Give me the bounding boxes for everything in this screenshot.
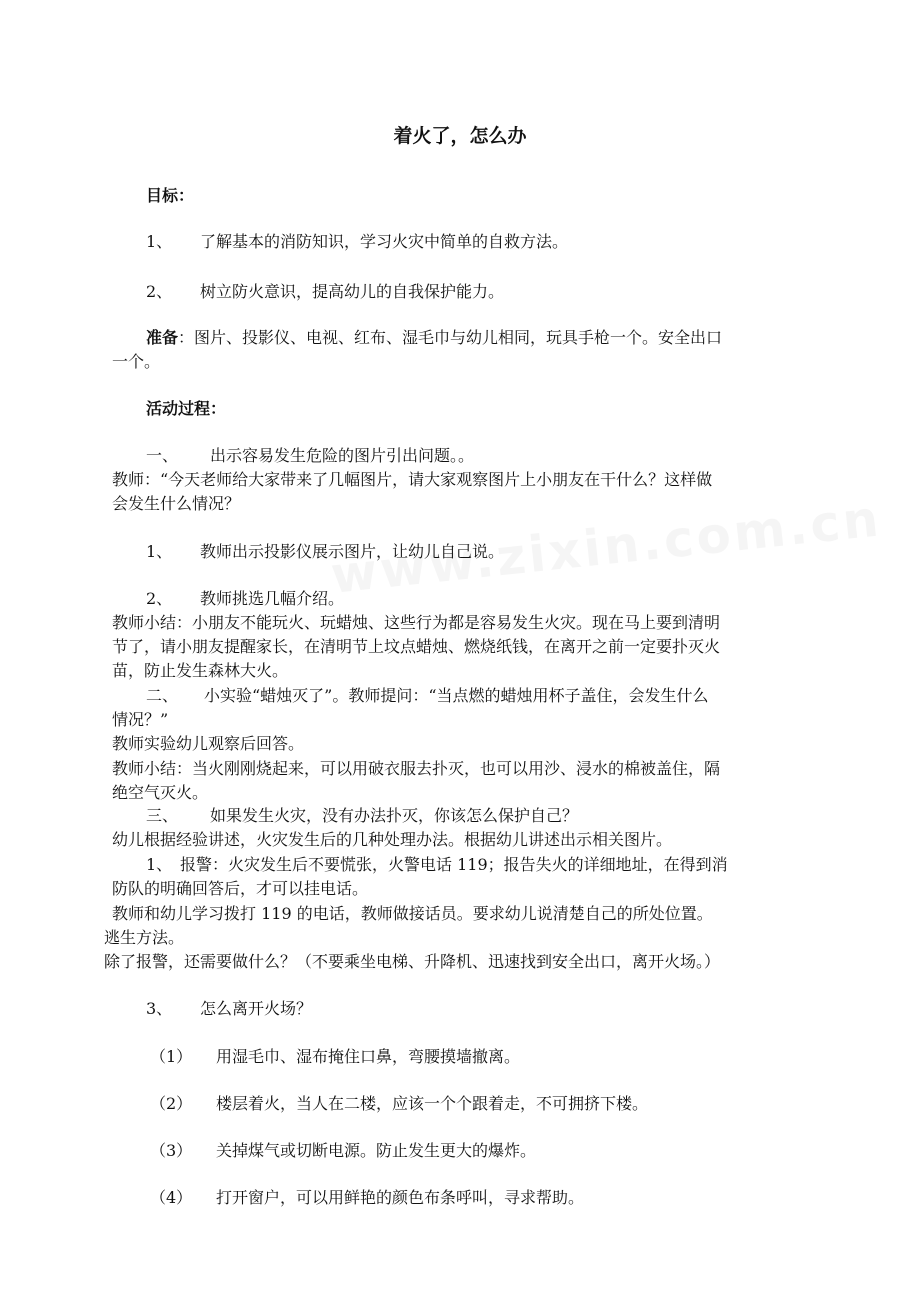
teacher-question-line-1: 教师：“今天老师给大家带来了几幅图片，请大家观察图片上小朋友在干什么？这样做 (112, 470, 713, 489)
step-2 (146, 684, 709, 708)
method-text: 楼层着火，当人在二楼，应该一个个跟着走，不可拥挤下楼。 (216, 1094, 649, 1113)
process-heading: 活动过程： (146, 399, 227, 418)
prep-line-2: 一个。 (112, 352, 161, 371)
method-text: 关掉煤气或切断电源。防止发生更大的爆炸。 (216, 1141, 537, 1160)
prep-text: ：图片、投影仪、电视、红布、湿毛巾与幼儿相同，玩具手枪一个。安全出口 (178, 328, 723, 347)
goal-text: 树立防火意识，提高幼儿的自我保护能力。 (200, 282, 505, 301)
escape-line: 逃生方法。 (104, 928, 185, 947)
step-text: 小实验“蜡烛灭了”。教师提问：“当点燃的蜡烛用杯子盖住，会发生什么 (204, 686, 709, 705)
prep-heading: 准备 (146, 328, 179, 347)
step-number: 三、 (146, 806, 179, 825)
alarm-number: 1、 (146, 855, 173, 874)
alarm-line-2: 防队的明确回答后，才可以挂电话。 (112, 879, 369, 898)
practice-line: 教师和幼儿学习拨打 119 的电话，教师做接话员。要求幼儿说清楚自己的所处位置。 (112, 904, 713, 923)
goal-heading: 目标： (146, 186, 195, 205)
leave-item (146, 997, 312, 1021)
besides-line: 除了报警，还需要做什么？（不要乘坐电梯、升降机、迅速找到安全出口，离开火场。） (104, 952, 721, 971)
method-item-4 (150, 1186, 584, 1210)
step-text: 出示容易发生危险的图片引出问题。。 (210, 446, 475, 465)
step-text: 如果发生火灾，没有办法扑灭，你该怎么保护自己？ (210, 806, 579, 825)
goal-item-1 (146, 230, 568, 254)
step-number: 一、 (146, 446, 179, 465)
summary-1-line-3: 苗，防止发生森林大火。 (112, 661, 289, 680)
method-text: 打开窗户，可以用鲜艳的颜色布条呼叫，寻求帮助。 (216, 1188, 585, 1207)
goal-text: 了解基本的消防知识，学习火灾中简单的自救方法。 (200, 232, 569, 251)
alarm-text: 报警：火灾发生后不要慌张，火警电话 119；报告失火的详细地址，在得到消 (180, 855, 728, 874)
document-title: 着火了，怎么办 (393, 125, 527, 147)
step-number: 二、 (146, 686, 179, 705)
method-item-3 (150, 1139, 536, 1163)
step-2-line-2: 情况？” (112, 710, 169, 729)
summary-1-line-2: 节了，请小朋友提醒家长，在清明节上坟点蜡烛、燃烧纸钱，在离开之前一定要扑灭火 (112, 637, 721, 656)
method-item-1 (150, 1045, 520, 1069)
sub-step-2 (146, 587, 344, 611)
sub-step-number: 2、 (146, 589, 173, 608)
prep-line-1 (146, 326, 722, 350)
goal-item-2 (146, 280, 504, 304)
teacher-question-line-2: 会发生什么情况？ (112, 494, 241, 513)
children-line: 幼儿根据经验讲述，火灾发生后的几种处理办法。根据幼儿讲述出示相关图片。 (112, 830, 673, 849)
method-number: （2） (150, 1094, 193, 1113)
sub-step-text: 教师出示投影仪展示图片，让幼儿自己说。 (200, 542, 505, 561)
goal-number: 2、 (146, 282, 173, 301)
method-item-2 (150, 1092, 648, 1116)
sub-step-1 (146, 540, 504, 564)
sub-step-number: 1、 (146, 542, 173, 561)
step-3 (146, 804, 578, 828)
summary-2-line-2: 绝空气灭火。 (112, 783, 209, 802)
method-number: （1） (150, 1047, 193, 1066)
method-number: （4） (150, 1188, 193, 1207)
alarm-item (146, 853, 728, 877)
leave-number: 3、 (146, 999, 173, 1018)
step-1 (146, 444, 474, 468)
leave-text: 怎么离开火场？ (200, 999, 313, 1018)
summary-2-line-1: 教师小结：当火刚刚烧起来，可以用破衣服去扑灭，也可以用沙、浸水的棉被盖住，隔 (112, 759, 721, 778)
goal-number: 1、 (146, 232, 173, 251)
method-number: （3） (150, 1141, 193, 1160)
sub-step-text: 教师挑选几幅介绍。 (200, 589, 345, 608)
summary-1-line-1: 教师小结：小朋友不能玩火、玩蜡烛、这些行为都是容易发生火灾。现在马上要到清明 (112, 613, 721, 632)
observe-line: 教师实验幼儿观察后回答。 (112, 734, 305, 753)
method-text: 用湿毛巾、湿布掩住口鼻，弯腰摸墙撤离。 (216, 1047, 521, 1066)
